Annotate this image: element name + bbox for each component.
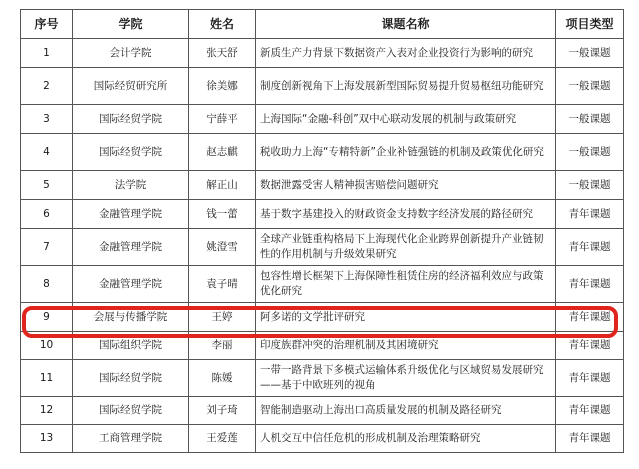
table-row	[21, 134, 624, 171]
row-no: 2	[21, 68, 73, 105]
row-school: 国际经贸研究所	[73, 68, 189, 105]
row-name: 李丽	[189, 332, 256, 360]
row-title: 制度创新视角下上海发展新型国际贸易提升贸易枢纽功能研究	[256, 68, 556, 105]
row-type: 青年课题	[556, 332, 624, 360]
row-title: 印度族群冲突的治理机制及其困境研究	[256, 332, 556, 360]
table-row	[21, 200, 624, 229]
row-name: 王爱莲	[189, 425, 256, 453]
row-school: 国际经贸学院	[73, 397, 189, 425]
row-title: 上海国际“金融-科创”双中心联动发展的机制与政策研究	[256, 105, 556, 134]
row-school: 法学院	[73, 171, 189, 200]
table-row	[21, 229, 624, 266]
table-row-highlighted	[21, 303, 624, 332]
row-school: 国际经贸学院	[73, 105, 189, 134]
row-title: 数据泄露受害人精神损害赔偿问题研究	[256, 171, 556, 200]
row-school: 会计学院	[73, 39, 189, 68]
row-type: 青年课题	[556, 200, 624, 229]
row-title: 新质生产力背景下数据资产入表对企业投资行为影响的研究	[256, 39, 556, 68]
row-type: 一般课题	[556, 68, 624, 105]
header-row	[21, 10, 624, 39]
row-title: 税收助力上海“专精特新”企业补链强链的机制及政策优化研究	[256, 134, 556, 171]
row-type: 一般课题	[556, 171, 624, 200]
row-name: 陈媛	[189, 360, 256, 397]
row-school: 国际经贸学院	[73, 134, 189, 171]
row-name: 姚澄雪	[189, 229, 256, 266]
table-row	[21, 332, 624, 360]
row-name: 徐美娜	[189, 68, 256, 105]
row-title: 一带一路背景下多模式运输体系升级优化与区域贸易发展研究——基于中欧班列的视角	[256, 360, 556, 397]
row-type: 青年课题	[556, 397, 624, 425]
row-name: 袁子晴	[189, 266, 256, 303]
table-row	[21, 39, 624, 68]
table-row	[21, 171, 624, 200]
row-title: 智能制造驱动上海出口高质量发展的机制及路径研究	[256, 397, 556, 425]
table-row	[21, 266, 624, 303]
header-no: 序号	[21, 10, 73, 39]
row-type: 一般课题	[556, 134, 624, 171]
row-title: 阿多诺的文学批评研究	[256, 303, 556, 332]
row-no: 7	[21, 229, 73, 266]
row-type: 一般课题	[556, 105, 624, 134]
row-no: 8	[21, 266, 73, 303]
row-title: 全球产业链重构格局下上海现代化企业跨界创新提升产业链韧性的作用机制与升级效果研究	[256, 229, 556, 266]
header-school: 学院	[73, 10, 189, 39]
table-row	[21, 360, 624, 397]
row-no: 13	[21, 425, 73, 453]
project-table	[20, 9, 624, 453]
header-type: 项目类型	[556, 10, 624, 39]
row-school: 国际经贸学院	[73, 360, 189, 397]
row-no: 3	[21, 105, 73, 134]
row-name: 赵志麒	[189, 134, 256, 171]
row-school: 工商管理学院	[73, 425, 189, 453]
row-school: 会展与传播学院	[73, 303, 189, 332]
row-name: 刘子琦	[189, 397, 256, 425]
header-title: 课题名称	[256, 10, 556, 39]
row-school: 金融管理学院	[73, 200, 189, 229]
row-no: 9	[21, 303, 73, 332]
row-type: 青年课题	[556, 229, 624, 266]
row-no: 5	[21, 171, 73, 200]
row-title: 包容性增长框架下上海保障性租赁住房的经济福利效应与政策优化研究	[256, 266, 556, 303]
row-title: 人机交互中信任危机的形成机制及治理策略研究	[256, 425, 556, 453]
row-type: 青年课题	[556, 425, 624, 453]
row-no: 11	[21, 360, 73, 397]
row-name: 钱一蕾	[189, 200, 256, 229]
row-name: 宁薛平	[189, 105, 256, 134]
row-school: 国际组织学院	[73, 332, 189, 360]
row-no: 6	[21, 200, 73, 229]
row-school: 金融管理学院	[73, 266, 189, 303]
row-school: 金融管理学院	[73, 229, 189, 266]
table-row	[21, 105, 624, 134]
table-row	[21, 68, 624, 105]
row-type: 青年课题	[556, 360, 624, 397]
row-name: 王婷	[189, 303, 256, 332]
row-title: 基于数字基建投入的财政资金支持数字经济发展的路径研究	[256, 200, 556, 229]
header-name: 姓名	[189, 10, 256, 39]
row-no: 10	[21, 332, 73, 360]
row-no: 12	[21, 397, 73, 425]
row-type: 青年课题	[556, 303, 624, 332]
row-no: 1	[21, 39, 73, 68]
row-type: 一般课题	[556, 39, 624, 68]
table-row	[21, 425, 624, 453]
row-name: 解正山	[189, 171, 256, 200]
row-type: 青年课题	[556, 266, 624, 303]
row-name: 张天舒	[189, 39, 256, 68]
table-row	[21, 397, 624, 425]
row-no: 4	[21, 134, 73, 171]
